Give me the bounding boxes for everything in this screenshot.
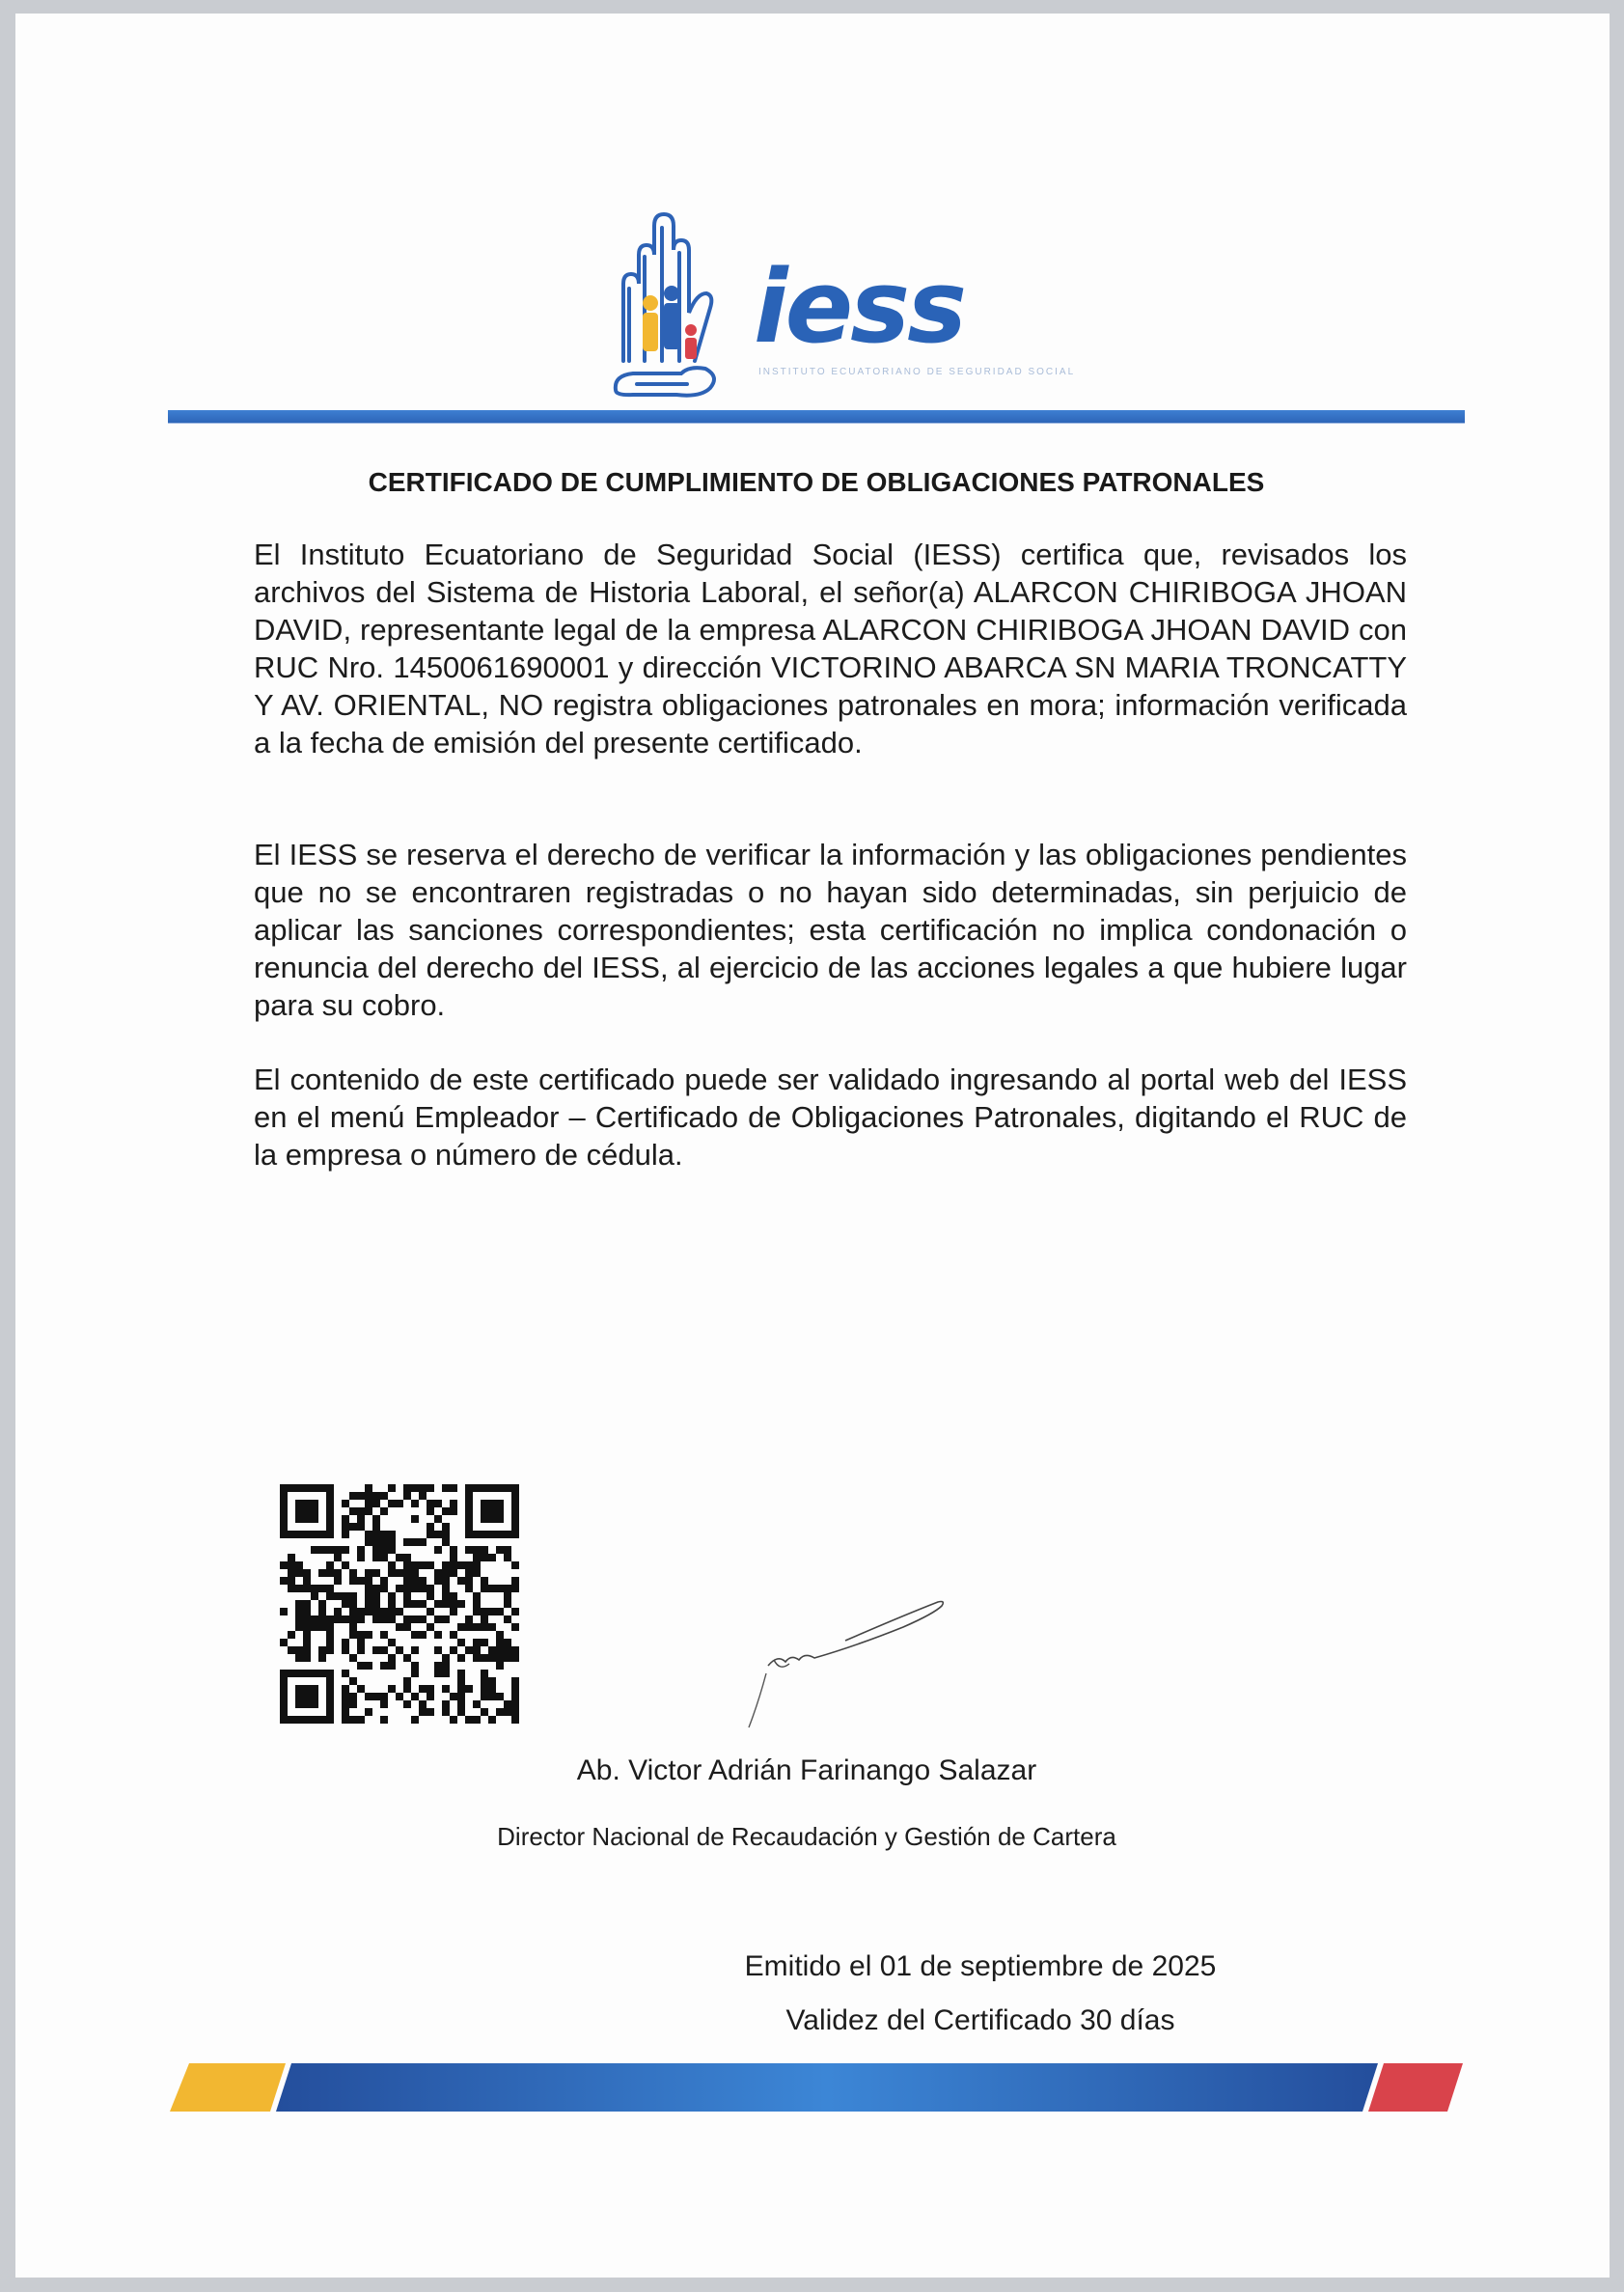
- footer-red-segment: [1368, 2063, 1463, 2112]
- logo-subtitle: INSTITUTO ECUATORIANO DE SEGURIDAD SOCIAL: [758, 367, 1076, 377]
- certificate-paragraph-3: El contenido de este certificado puede ser validado ingresando al portal web del IESS en el menú Empleador – Certificado de Obligaciones Patronales, digitando el RUC de la empresa o número de cédula.: [254, 1063, 1407, 1172]
- iess-logo: [594, 197, 1076, 404]
- signer-position: Director Nacional de Recaudación y Gestión de Cartera: [497, 1822, 1116, 1851]
- validity-period: Validez del Certificado 30 días: [785, 2004, 1175, 2036]
- certificate-paragraph-1: El Instituto Ecuatoriano de Seguridad Social (IESS) certifica que, revisados los archivos del Sistema de Historia Laboral, el señor(a) ALARCON CHIRIBOGA JHOAN DAVID, representante legal de la empresa ALARCON CHIRIBOGA JHOAN DAVID con RUC Nro. 1450061690001 y dirección VICTORINO ABARCA SN MARIA TRONCATTY Y AV. ORIENTAL, NO registra obligaciones patronales en mora; información verificada a la fecha de emisión del presente certificado.: [254, 538, 1407, 759]
- certificate-title: CERTIFICADO DE CUMPLIMIENTO DE OBLIGACIONES PATRONALES: [368, 467, 1265, 497]
- issue-date: Emitido el 01 de septiembre de 2025: [744, 1950, 1217, 1982]
- iess-wordmark: iess: [754, 248, 964, 366]
- qr-code: [280, 1484, 519, 1724]
- header-divider: [168, 410, 1465, 423]
- footer-yellow-segment: [170, 2063, 286, 2112]
- footer-color-bar: [170, 2063, 1463, 2112]
- signer-name: Ab. Victor Adrián Farinango Salazar: [576, 1754, 1037, 1786]
- certificate-paragraph-2: El IESS se reserva el derecho de verificar la información y las obligaciones pendientes que no se encontraren registradas o no hayan sido determinadas, sin perjuicio de aplicar las sanciones correspondientes; esta certificación no implica condonación o renuncia del derecho del IESS, al ejercicio de las acciones legales a que hubiere lugar para su cobro.: [254, 838, 1407, 1022]
- hand-family-icon: [594, 197, 739, 404]
- signature-mark: [710, 1577, 961, 1751]
- certificate-page: [15, 14, 1610, 2278]
- footer-blue-segment: [276, 2063, 1378, 2112]
